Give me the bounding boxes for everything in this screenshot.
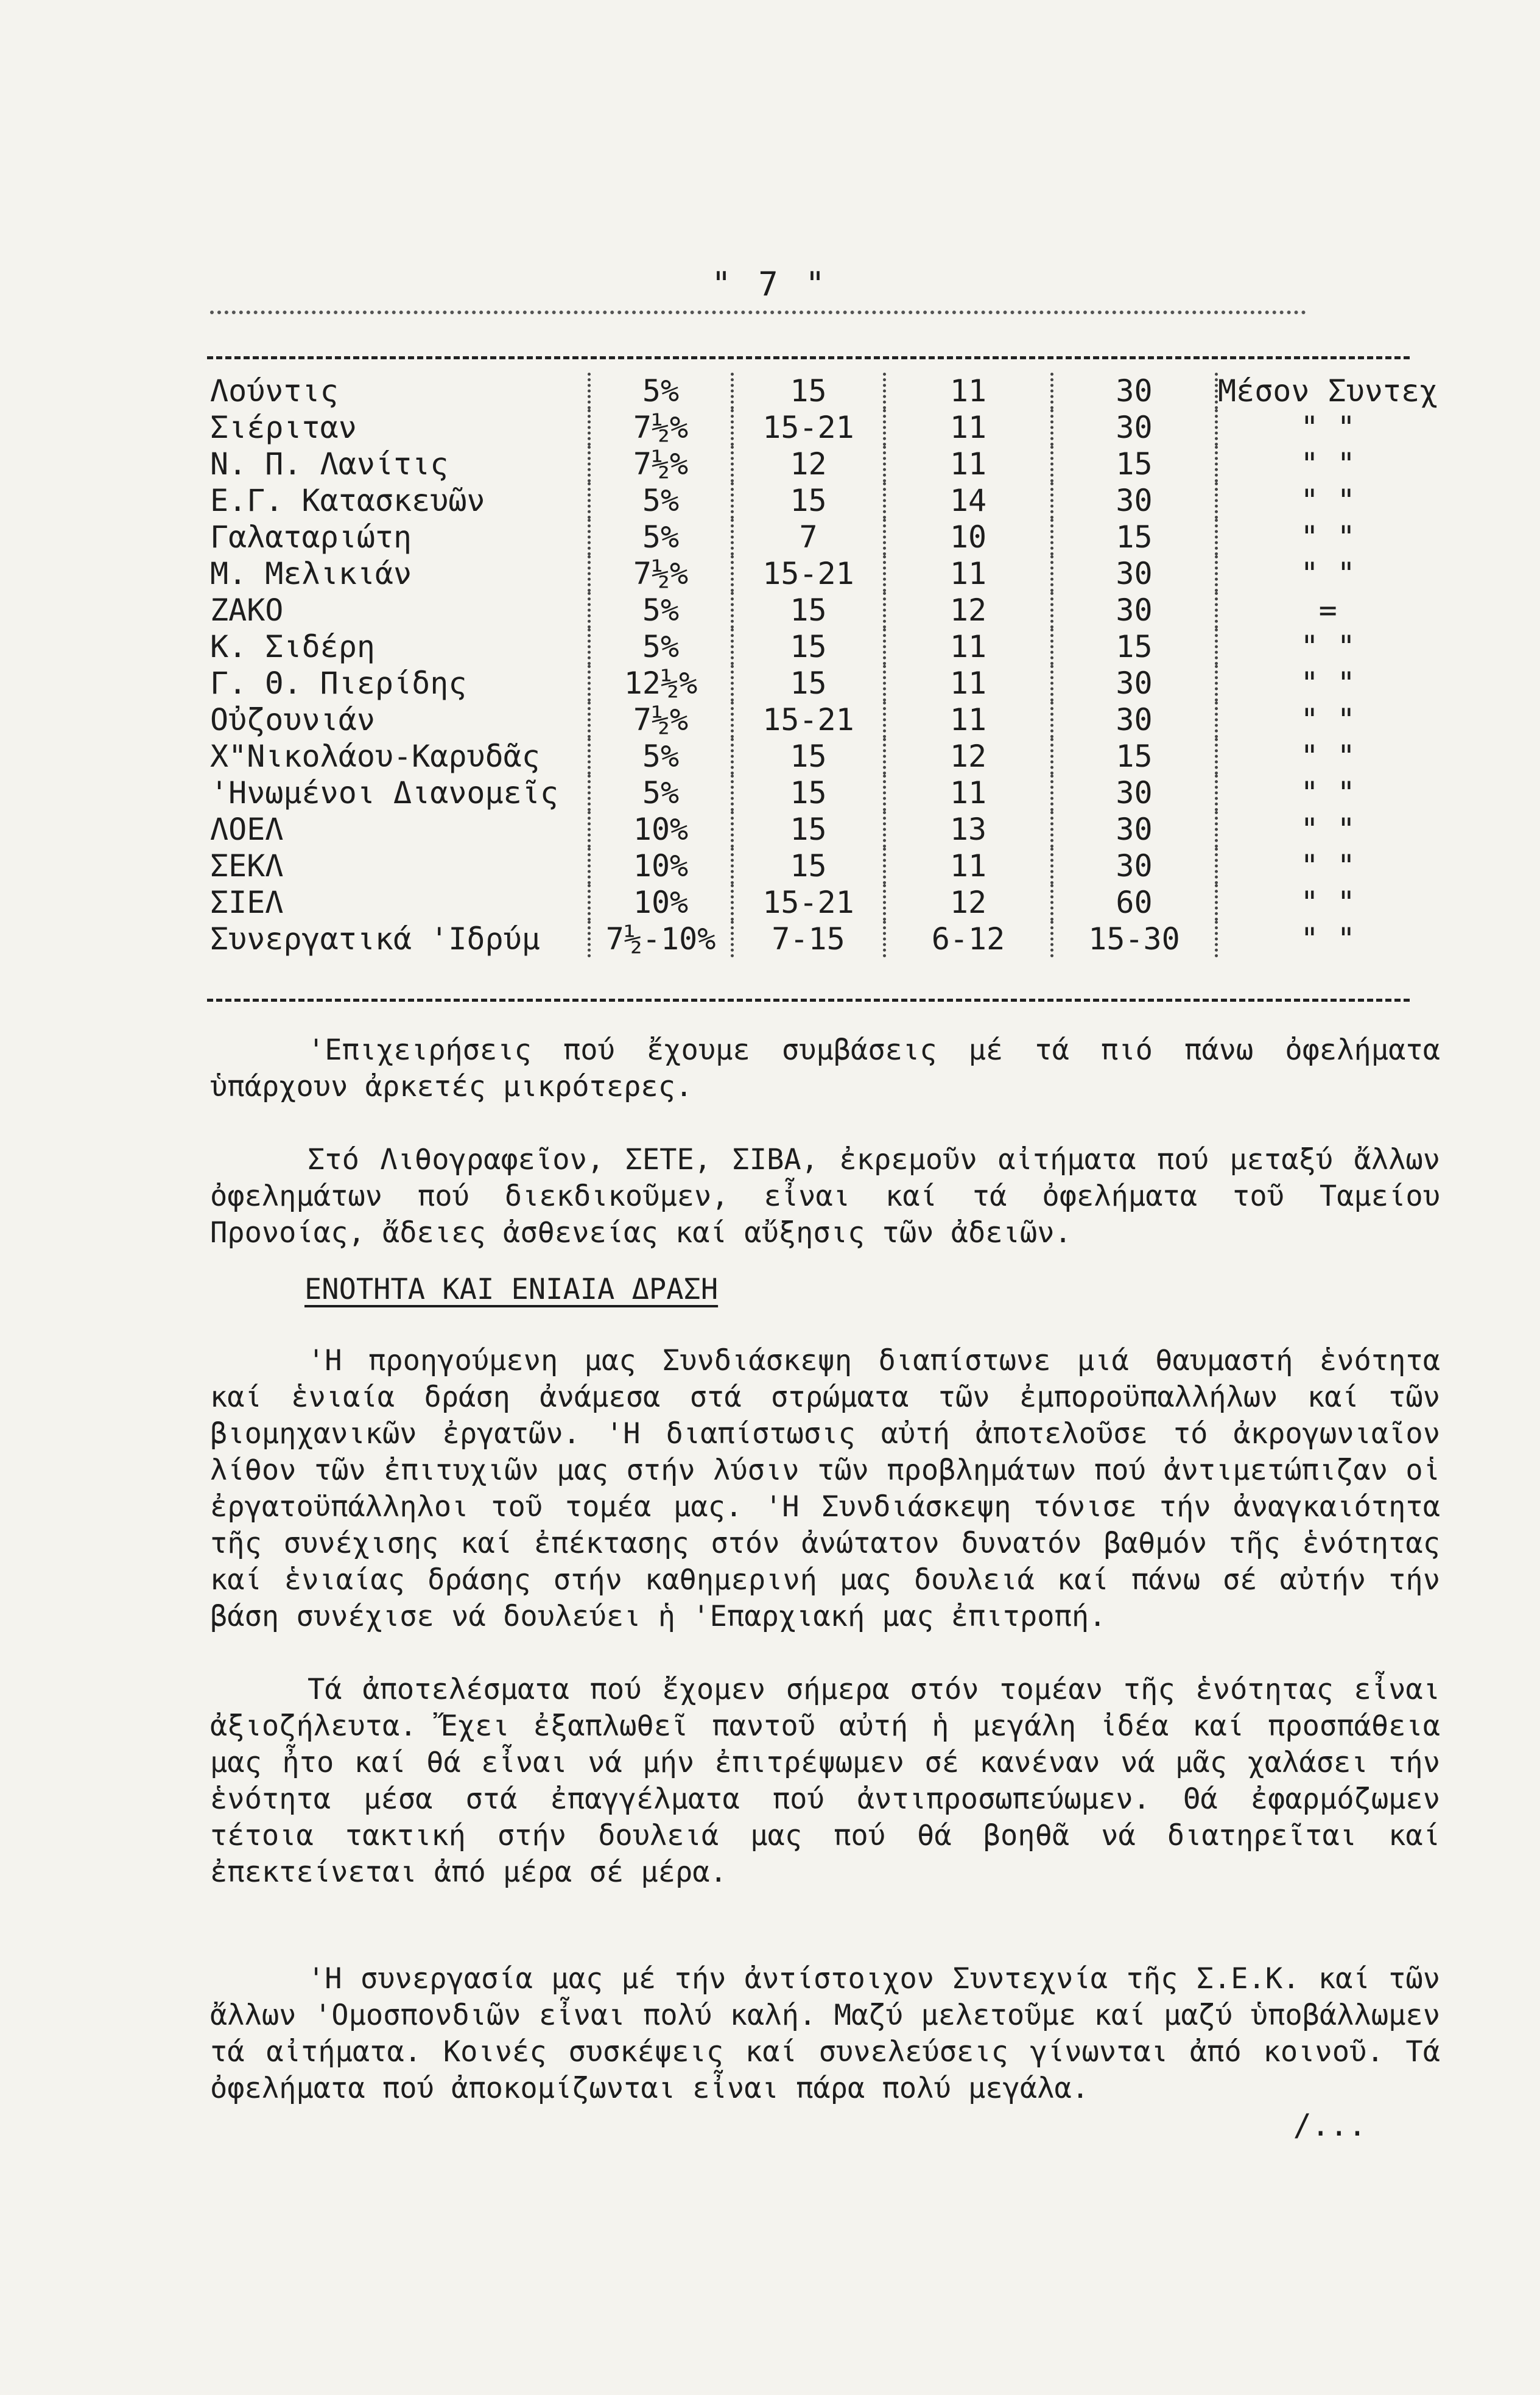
table-cell-c: 30 (1052, 811, 1217, 848)
table-row (210, 482, 1438, 519)
table-cell-pct: 5% (589, 373, 733, 409)
table-cell-name: ΣΕΚΛ (210, 848, 284, 884)
table-cell-pct: 5% (589, 519, 733, 555)
table-cell-d: " " (1217, 811, 1438, 848)
table-cell-d: " " (1217, 848, 1438, 884)
paragraph-pending-demands (210, 1142, 1440, 1251)
table-cell-d: " " (1217, 482, 1438, 519)
table-row (210, 519, 1438, 555)
table-cell-pct: 10% (589, 884, 733, 921)
table-cell-b: 11 (885, 702, 1052, 738)
table-cell-name: Μ. Μελικιάν (210, 556, 412, 591)
table-cell-a: 15 (733, 628, 885, 665)
page-number: " 7 " (711, 265, 829, 303)
table-cell-a: 15 (733, 592, 885, 628)
dotted-separator (210, 311, 1306, 314)
table-cell-c: 30 (1052, 702, 1217, 738)
table-cell-c: 15 (1052, 738, 1217, 775)
table-cell-a: 15 (733, 665, 885, 702)
table-cell-b: 10 (885, 519, 1052, 555)
table-cell-c: 60 (1052, 884, 1217, 921)
table-cell-name: Ν. Π. Λανίτις (210, 446, 449, 482)
paragraph-results-text: Τά ἀποτελέσματα πού ἔχομεν σήμερα στόν τομέαν τῆς ἑνότητας εἶναι ἀξιοζήλευτα. Ἔχει ἐξαπλωθεῖ παντοῦ αὐτή ἡ μεγάλη ἰδέα καί προσπάθεια μας ἦτο καί θά εἶναι νά μήν ἐπιτρέψωμεν σέ κανέναν νά μᾶς χαλάσει τήν ἑνότητα μέσα στά ἐπαγγέλματα πού ἀντιπροσωπεύωμεν. Θά ἐφαρμόζωμεν τέτοια τακτική στήν δουλειά μας πού θά βοηθᾶ νά διατηρεῖται καί ἐπεκτείνεται ἀπό μέρα σέ μέρα. (210, 1673, 1440, 1889)
table-cell-a: 12 (733, 446, 885, 482)
table-cell-b: 11 (885, 775, 1052, 811)
table-cell-pct: 12½% (589, 665, 733, 702)
table-cell-name: Γ. Θ. Πιερίδης (210, 666, 467, 701)
table-row (210, 373, 1438, 409)
table-cell-d: " " (1217, 446, 1438, 482)
table-cell-c: 30 (1052, 373, 1217, 409)
table-cell-c: 30 (1052, 592, 1217, 628)
table-cell-c: 30 (1052, 848, 1217, 884)
table-cell-pct: 5% (589, 738, 733, 775)
table-cell-name: Σιέριταν (210, 410, 357, 445)
table-cell-b: 11 (885, 848, 1052, 884)
table-cell-c: 15 (1052, 628, 1217, 665)
table-cell-pct: 7½% (589, 555, 733, 592)
table-row (210, 628, 1438, 665)
table-cell-b: 11 (885, 665, 1052, 702)
table-cell-a: 15 (733, 482, 885, 519)
table-cell-pct: 7½% (589, 702, 733, 738)
table-cell-pct: 10% (589, 811, 733, 848)
paragraph-results (210, 1672, 1440, 1891)
table-cell-b: 12 (885, 592, 1052, 628)
table-row (210, 921, 1438, 957)
table-cell-a: 15 (733, 848, 885, 884)
table-bottom-rule (207, 999, 1410, 1002)
table-cell-d: " " (1217, 665, 1438, 702)
table-cell-c: 30 (1052, 665, 1217, 702)
table-row (210, 775, 1438, 811)
table-row (210, 409, 1438, 446)
table-row (210, 446, 1438, 482)
paragraph-unity (210, 1343, 1440, 1635)
table-cell-name: ΖΑΚΟ (210, 593, 284, 628)
table-cell-a: 7-15 (733, 921, 885, 957)
table-cell-d: Μέσον Συντεχ (1217, 373, 1438, 409)
table-cell-b: 12 (885, 738, 1052, 775)
table-cell-pct: 5% (589, 482, 733, 519)
paragraph-contracts (210, 1032, 1440, 1105)
table-cell-a: 15-21 (733, 702, 885, 738)
table-cell-d: " " (1217, 884, 1438, 921)
table-row (210, 702, 1438, 738)
table-cell-d: " " (1217, 738, 1438, 775)
table-cell-name: Ε.Γ. Κατασκευῶν (210, 483, 485, 518)
table-cell-d: " " (1217, 775, 1438, 811)
table-cell-d: " " (1217, 555, 1438, 592)
paragraph-cooperation (210, 1961, 1440, 2107)
table-row (210, 848, 1438, 884)
table-row (210, 738, 1438, 775)
table-cell-pct: 5% (589, 592, 733, 628)
table-cell-c: 30 (1052, 409, 1217, 446)
table-cell-d: " " (1217, 921, 1438, 957)
paragraph-pending-demands-text: Στό Λιθογραφεῖον, ΣΕΤΕ, ΣΙΒΑ, ἐκρεμοῦν αἰτήματα πού μεταξύ ἄλλων ὀφελημάτων πού διεκδικοῦμεν, εἶναι καί τά ὀφελήματα τοῦ Ταμείου Προνοίας, ἄδειες ἀσθενείας καί αὔξησις τῶν ἀδειῶν. (210, 1143, 1440, 1250)
table-cell-c: 15 (1052, 519, 1217, 555)
table-cell-name: Οὐζουνιάν (210, 702, 375, 737)
table-cell-name: Χ"Νικολάου-Καρυδᾶς (210, 739, 540, 774)
table-row (210, 665, 1438, 702)
table-cell-b: 11 (885, 446, 1052, 482)
table-cell-pct: 7½% (589, 446, 733, 482)
table-cell-d: " " (1217, 628, 1438, 665)
table-cell-a: 15 (733, 738, 885, 775)
table-cell-b: 12 (885, 884, 1052, 921)
table-cell-c: 30 (1052, 482, 1217, 519)
table-top-rule (207, 356, 1410, 359)
table-cell-b: 11 (885, 628, 1052, 665)
table-cell-pct: 7½% (589, 409, 733, 446)
benefits-table (210, 373, 1438, 957)
table-cell-name: Λούντις (210, 373, 339, 409)
table-cell-d: " " (1217, 409, 1438, 446)
paragraph-cooperation-text: 'Η συνεργασία μας μέ τήν ἀντίστοιχον Συντεχνία τῆς Σ.Ε.Κ. καί τῶν ἄλλων 'Ομοσπονδιῶν εἶναι πολύ καλή. Μαζύ μελετοῦμε καί μαζύ ὑποβάλλωμεν τά αἰτήματα. Κοινές συσκέψεις καί συνελεύσεις γίνωνται ἀπό κοινοῦ. Τά ὀφελήματα πού ἀποκομίζωνται εἶναι πάρα πολύ μεγάλα. (210, 1962, 1440, 2105)
table-row (210, 555, 1438, 592)
table-cell-name: Κ. Σιδέρη (210, 629, 375, 664)
table-row (210, 811, 1438, 848)
section-heading: ΕΝΟΤΗΤΑ ΚΑΙ ΕΝΙΑΙΑ ΔΡΑΣΗ (304, 1273, 719, 1306)
table-cell-c: 30 (1052, 555, 1217, 592)
table-cell-b: 11 (885, 555, 1052, 592)
table-cell-a: 15 (733, 775, 885, 811)
table-cell-d: " " (1217, 519, 1438, 555)
table-cell-name: ΣΙΕΛ (210, 885, 284, 920)
table-cell-b: 6-12 (885, 921, 1052, 957)
table-cell-b: 11 (885, 373, 1052, 409)
table-cell-pct: 5% (589, 775, 733, 811)
continuation-mark: /... (1293, 2108, 1366, 2143)
table-cell-d: = (1217, 592, 1438, 628)
table-cell-a: 15-21 (733, 409, 885, 446)
table-cell-pct: 7½-10% (589, 921, 733, 957)
table-cell-a: 7 (733, 519, 885, 555)
table-cell-name: Γαλαταριώτη (210, 519, 412, 555)
table-cell-name: ΛΟΕΛ (210, 812, 284, 847)
table-cell-name: 'Ηνωμένοι Διανομεῖς (210, 775, 558, 811)
table-cell-a: 15-21 (733, 555, 885, 592)
table-cell-c: 30 (1052, 775, 1217, 811)
table-cell-pct: 10% (589, 848, 733, 884)
paragraph-unity-text: 'Η προηγούμενη μας Συνδιάσκεψη διαπίστωνε μιά θαυμαστή ἑνότητα καί ἑνιαία δράση ἀνάμεσα στά στρώματα τῶν ἐμποροϋπαλλήλων καί τῶν βιομηχανικῶν ἐργατῶν. 'Η διαπίστωσις αὐτή ἀποτελοῦσε τό ἀκρογωνιαῖον λίθον τῶν ἐπιτυχιῶν μας στήν λύσιν τῶν προβλημάτων πού ἀντιμετώπιζαν οἱ ἐργατοϋπάλληλοι τοῦ τομέα μας. 'Η Συνδιάσκεψη τόνισε τήν ἀναγκαιότητα τῆς συνέχισης καί ἐπέκτασης στόν ἀνώτατον δυνατόν βαθμόν τῆς ἑνότητας καί ἑνιαίας δράσης στήν καθημερινή μας δουλειά καί πάνω σέ αὐτήν τήν βάση συνέχισε νά δουλεύει ἡ 'Επαρχιακή μας ἐπιτροπή. (210, 1344, 1440, 1633)
table-cell-b: 13 (885, 811, 1052, 848)
table-cell-b: 14 (885, 482, 1052, 519)
table-cell-d: " " (1217, 702, 1438, 738)
table-cell-c: 15-30 (1052, 921, 1217, 957)
table-cell-name: Συνεργατικά 'Ιδρύμ (210, 921, 540, 957)
table-cell-pct: 5% (589, 628, 733, 665)
table-cell-b: 11 (885, 409, 1052, 446)
table-row (210, 592, 1438, 628)
table-row (210, 884, 1438, 921)
table-cell-a: 15-21 (733, 884, 885, 921)
table-cell-c: 15 (1052, 446, 1217, 482)
table-cell-a: 15 (733, 373, 885, 409)
table-cell-a: 15 (733, 811, 885, 848)
paragraph-contracts-text: 'Επιχειρήσεις πού ἔχουμε συμβάσεις μέ τά πιό πάνω ὀφελήματα ὑπάρχουν ἀρκετές μικρότερες. (210, 1033, 1440, 1103)
